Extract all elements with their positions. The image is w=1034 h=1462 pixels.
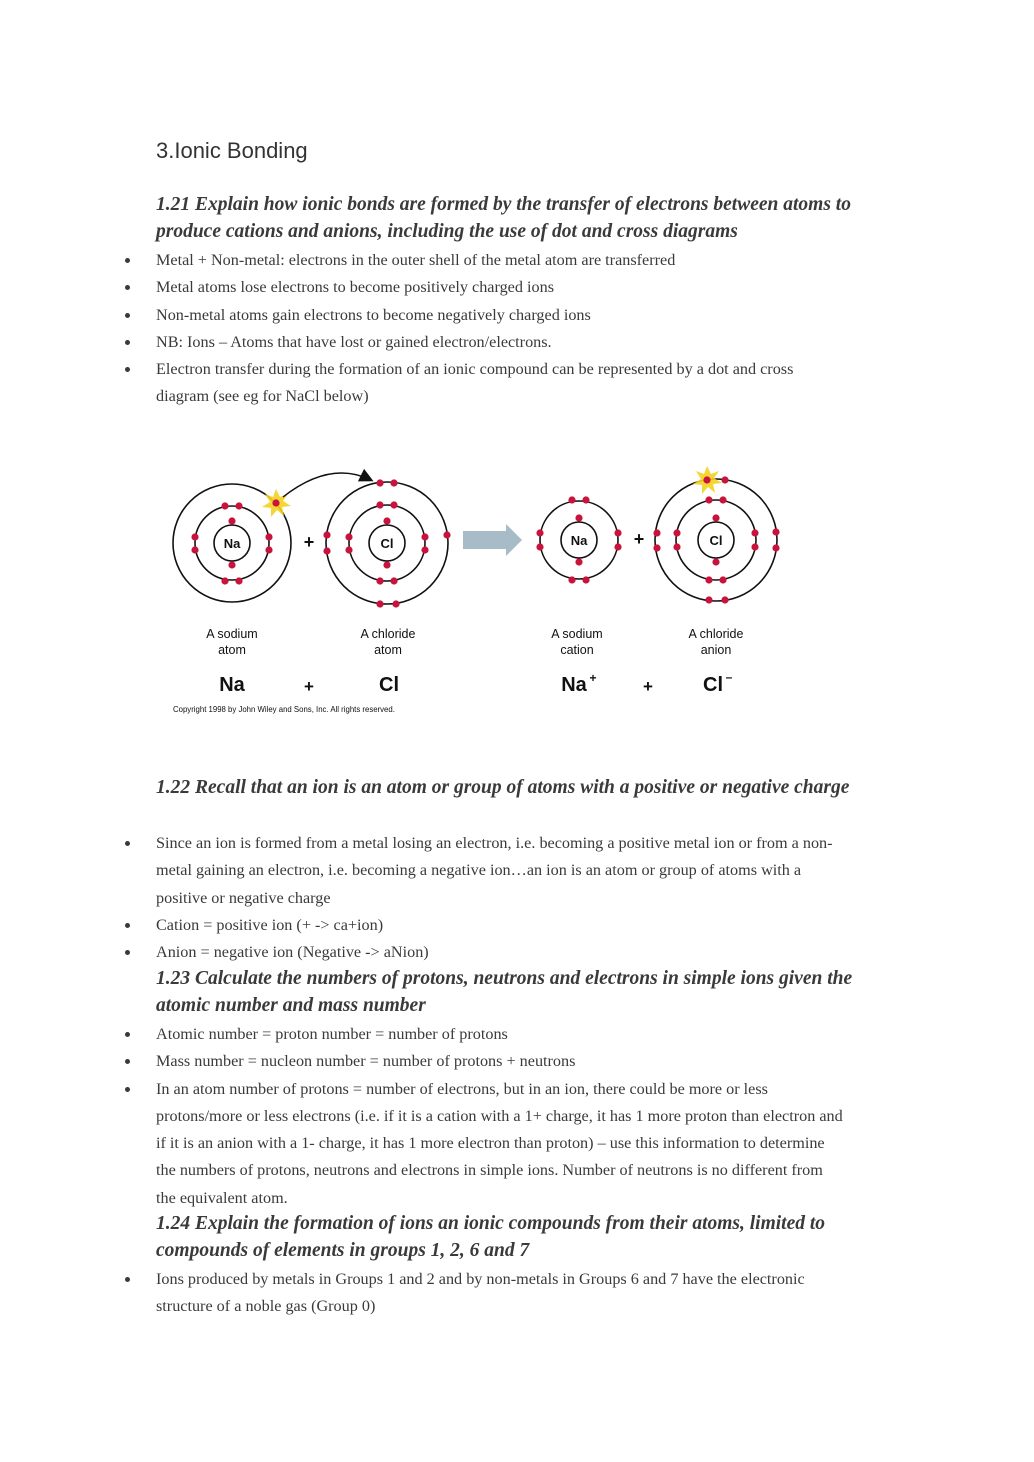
bullet-list-1-24 bbox=[0, 1266, 1034, 1321]
plus-sign: + bbox=[633, 529, 645, 549]
list-item: Atomic number = proton number = number of protons bbox=[0, 1021, 846, 1048]
bullet-icon bbox=[125, 1277, 130, 1282]
reaction-arrow-icon bbox=[463, 524, 522, 556]
list-item: Non-metal atoms gain electrons to become negatively charged ions bbox=[0, 302, 846, 329]
page-title: 3.Ionic Bonding bbox=[156, 138, 308, 163]
na-ion-symbol: Na bbox=[570, 533, 588, 548]
section-heading-1-21: 1.21 Explain how ionic bonds are formed by the transfer of electrons between atoms to produce cations and anions, including the use of dot and cross diagrams bbox=[156, 194, 851, 242]
sodium-cation bbox=[536, 496, 621, 583]
formula-plus: + bbox=[304, 677, 314, 696]
list-item: Since an ion is formed from a metal losing an electron, i.e. becoming a positive metal ion or from a non-metal gaining an electron, i.e. becoming a negative ion…an ion is an atom or group of atoms with a positive or negative charge bbox=[0, 830, 846, 912]
bullet-icon bbox=[125, 923, 130, 928]
chloride-anion bbox=[653, 466, 779, 604]
diagram-labels bbox=[206, 627, 743, 657]
bullet-icon bbox=[125, 1087, 130, 1092]
na-atom-symbol: Na bbox=[223, 536, 241, 551]
label-chloride-atom: atom bbox=[374, 643, 402, 657]
cl-ion-symbol: Cl bbox=[709, 533, 723, 548]
bullet-icon bbox=[125, 950, 130, 955]
label-sodium-atom: atom bbox=[218, 643, 246, 657]
list-item: Anion = negative ion (Negative -> aNion) bbox=[0, 939, 846, 966]
section-heading-1-24: 1.24 Explain the formation of ions an ionic compounds from their atoms, limited to compounds of elements in groups 1, 2, 6 and 7 bbox=[156, 1213, 826, 1261]
bullet-list-1-22 bbox=[0, 830, 1034, 966]
transfer-arrow bbox=[283, 473, 371, 497]
list-item: Ions produced by metals in Groups 1 and 2 and by non-metals in Groups 6 and 7 have the electronic structure of a noble gas (Group 0) bbox=[0, 1266, 846, 1321]
label-sodium-cation: cation bbox=[560, 643, 594, 657]
bullet-icon bbox=[125, 841, 130, 846]
chlorine-atom bbox=[323, 479, 450, 607]
section-heading-1-22: 1.22 Recall that an ion is an atom or group of atoms with a positive or negative charge bbox=[156, 777, 850, 798]
formula-cl-charge: – bbox=[725, 670, 733, 684]
label-chloride-atom: A chloride bbox=[360, 627, 416, 641]
list-item: In an atom number of protons = number of electrons, but in an ion, there could be more or less protons/more or less electrons (i.e. if it is a cation with a 1+ charge, it has 1 more proton than electron and if it is an anion with a 1- charge, it has 1 more electron than proton) – use this information to determine the numbers of protons, neutrons and electrons in simple ions. Number of neutrons is no different from the equivalent atom. bbox=[0, 1076, 846, 1212]
formula-line bbox=[219, 670, 732, 696]
formula-cl-ion: Cl bbox=[703, 674, 723, 696]
list-item: Metal atoms lose electrons to become positively charged ions bbox=[0, 274, 846, 301]
section-heading-1-23: 1.23 Calculate the numbers of protons, neutrons and electrons in simple ions given the atomic number and mass number bbox=[156, 968, 853, 1016]
label-chloride-anion: A chloride bbox=[688, 627, 744, 641]
copyright-note: Copyright 1998 by John Wiley and Sons, Inc. All rights reserved. bbox=[173, 705, 395, 714]
formula-na: Na bbox=[219, 674, 245, 696]
list-item: Mass number = nucleon number = number of protons + neutrons bbox=[0, 1048, 846, 1075]
list-item: Electron transfer during the formation of an ionic compound can be represented by a dot and cross diagram (see eg for NaCl below) bbox=[0, 356, 846, 411]
cl-atom-symbol: Cl bbox=[380, 536, 394, 551]
label-sodium-atom: A sodium bbox=[206, 627, 258, 641]
label-sodium-cation: A sodium bbox=[551, 627, 603, 641]
formula-na-ion: Na bbox=[561, 674, 587, 696]
bullet-list-1-23 bbox=[0, 1021, 1034, 1212]
list-item: Metal + Non-metal: electrons in the outer shell of the metal atom are transferred bbox=[0, 247, 846, 274]
formula-na-charge: + bbox=[589, 671, 597, 685]
list-item: NB: Ions – Atoms that have lost or gained electron/electrons. bbox=[0, 329, 846, 356]
list-item: Cation = positive ion (+ -> ca+ion) bbox=[0, 912, 846, 939]
formula-cl: Cl bbox=[379, 674, 399, 696]
bullet-icon bbox=[125, 1032, 130, 1037]
label-chloride-anion: anion bbox=[700, 643, 732, 657]
bullet-icon bbox=[125, 1059, 130, 1064]
sodium-atom bbox=[173, 484, 291, 602]
formula-plus: + bbox=[643, 677, 653, 696]
plus-sign: + bbox=[303, 532, 315, 552]
